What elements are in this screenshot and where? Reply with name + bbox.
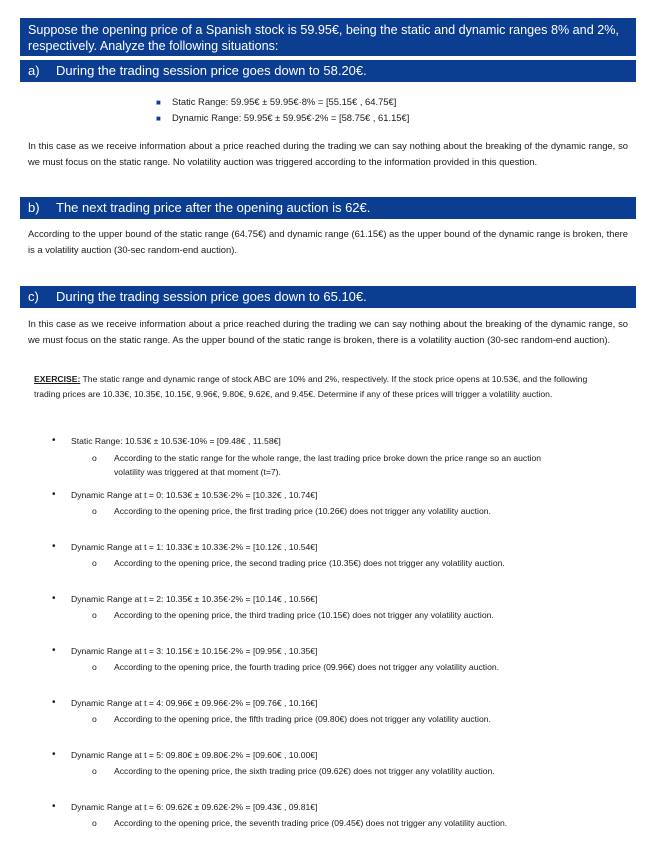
- list-item: • Dynamic Range at t = 5: 09.80€ ± 09.80€·2% = [09.60€ , 10.00€]: [52, 749, 318, 760]
- bullet-icon: •: [52, 749, 56, 760]
- list-subitem: o According to the opening price, the first trading price (10.26€) does not trigger any volatility auction.: [92, 506, 491, 516]
- square-bullet-icon: ■: [156, 98, 161, 107]
- section-c-header: [20, 286, 636, 308]
- list-item: • Dynamic Range at t = 0: 10.53€ ± 10.53€·2% = [10.32€ , 10.74€]: [52, 489, 318, 500]
- paragraph-c: In this case as we receive information about a price reached during the trading we can say nothing about the breaking of the dynamic range, so we must focus on the static range. As the upper bound of the static range is broken, there is a volatility auction (30-sec random-end auction).: [28, 318, 628, 345]
- list-item: • Dynamic Range at t = 4: 09.96€ ± 09.96€·2% = [09.76€ , 10.16€]: [52, 697, 318, 708]
- list-item: • Dynamic Range at t = 2: 10.35€ ± 10.35€·2% = [10.14€ , 10.56€]: [52, 593, 318, 604]
- section-a-label: a): [28, 63, 40, 78]
- section-b-header: [20, 197, 636, 219]
- bullet-icon: •: [52, 697, 56, 708]
- circle-bullet-icon: o: [92, 558, 97, 568]
- bullet-icon: •: [52, 593, 56, 604]
- circle-bullet-icon: o: [92, 714, 97, 724]
- paragraph-b: According to the upper bound of the static range (64.75€) and dynamic range (61.15€) as the upper bound of the dynamic range is broken, there is a volatility auction (30-sec random-end auction).: [28, 228, 628, 255]
- list-item: • Dynamic Range at t = 3: 10.15€ ± 10.15€·2% = [09.95€ , 10.35€]: [52, 645, 318, 656]
- exercise-statement: [34, 372, 604, 402]
- bullet-icon: •: [52, 489, 56, 500]
- list-subitem: o According to the opening price, the fifth trading price (09.80€) does not trigger any volatility auction.: [92, 714, 491, 724]
- bullet-icon: •: [52, 801, 56, 812]
- circle-bullet-icon: o: [92, 818, 97, 828]
- bullet-icon: •: [52, 541, 56, 552]
- question-header: Suppose the opening price of a Spanish stock is 59.95€, being the static and dynamic ranges 8% and 2%, respectively. Analyze the following situations:: [20, 18, 636, 56]
- exercise-text: The static range and dynamic range of stock ABC are 10% and 2%, respectively. If the stock price opens at 10.53€, and the following trading prices are 10.33€, 10.35€, 10.15€, 9.96€, 9.80€, 9.62€, and 9.45€. Determine if any of these prices will trigger a volatility auction.: [34, 374, 588, 399]
- bullet-dynamic-range: ■ Dynamic Range: 59.95€ ± 59.95€·2% = [58.75€ , 61.15€]: [156, 110, 409, 126]
- section-b-title: The next trading price after the opening auction is 62€.: [56, 200, 371, 215]
- list-subitem: o According to the opening price, the second trading price (10.35€) does not trigger any volatility auction.: [92, 558, 505, 568]
- circle-bullet-icon: o: [92, 506, 97, 516]
- section-c-label: c): [28, 289, 39, 304]
- exercise-label: EXERCISE:: [34, 374, 81, 384]
- bullet-icon: •: [52, 645, 56, 656]
- circle-bullet-icon: o: [92, 610, 97, 620]
- list-subitem: o According to the opening price, the third trading price (10.15€) does not trigger any volatility auction.: [92, 610, 494, 620]
- section-c-title: During the trading session price goes down to 65.10€.: [56, 289, 367, 304]
- circle-bullet-icon: o: [92, 662, 97, 672]
- list-subitem: o According to the static range for the whole range, the last trading price broke down the price range so an auction volatility was triggered at that moment (t=7).: [92, 453, 542, 477]
- list-subitem: o According to the opening price, the seventh trading price (09.45€) does not trigger any volatility auction.: [92, 818, 508, 828]
- paragraph-a: In this case as we receive information about a price reached during the trading we can say nothing about the breaking of the dynamic range, so we must focus on the static range. No volatility auction was triggered according to the information provided in this question.: [28, 140, 628, 167]
- section-b-label: b): [28, 200, 40, 215]
- square-bullet-icon: ■: [156, 114, 161, 123]
- list-subitem: o According to the opening price, the fourth trading price (09.96€) does not trigger any volatility auction.: [92, 662, 500, 672]
- list-subitem: o According to the opening price, the sixth trading price (09.62€) does not trigger any volatility auction.: [92, 766, 495, 776]
- list-item: • Static Range: 10.53€ ± 10.53€·10% = [09.48€ , 11.58€]: [52, 435, 281, 446]
- list-item: • Dynamic Range at t = 1: 10.33€ ± 10.33€·2% = [10.12€ , 10.54€]: [52, 541, 318, 552]
- circle-bullet-icon: o: [92, 766, 97, 776]
- section-a-title: During the trading session price goes down to 58.20€.: [56, 63, 367, 78]
- bullet-icon: •: [52, 435, 56, 446]
- bullet-static-range: ■ Static Range: 59.95€ ± 59.95€·8% = [55.15€ , 64.75€]: [156, 94, 396, 110]
- section-a-header: [20, 60, 636, 82]
- list-item: • Dynamic Range at t = 6: 09.62€ ± 09.62€·2% = [09.43€ , 09.81€]: [52, 801, 318, 812]
- circle-bullet-icon: o: [92, 453, 97, 463]
